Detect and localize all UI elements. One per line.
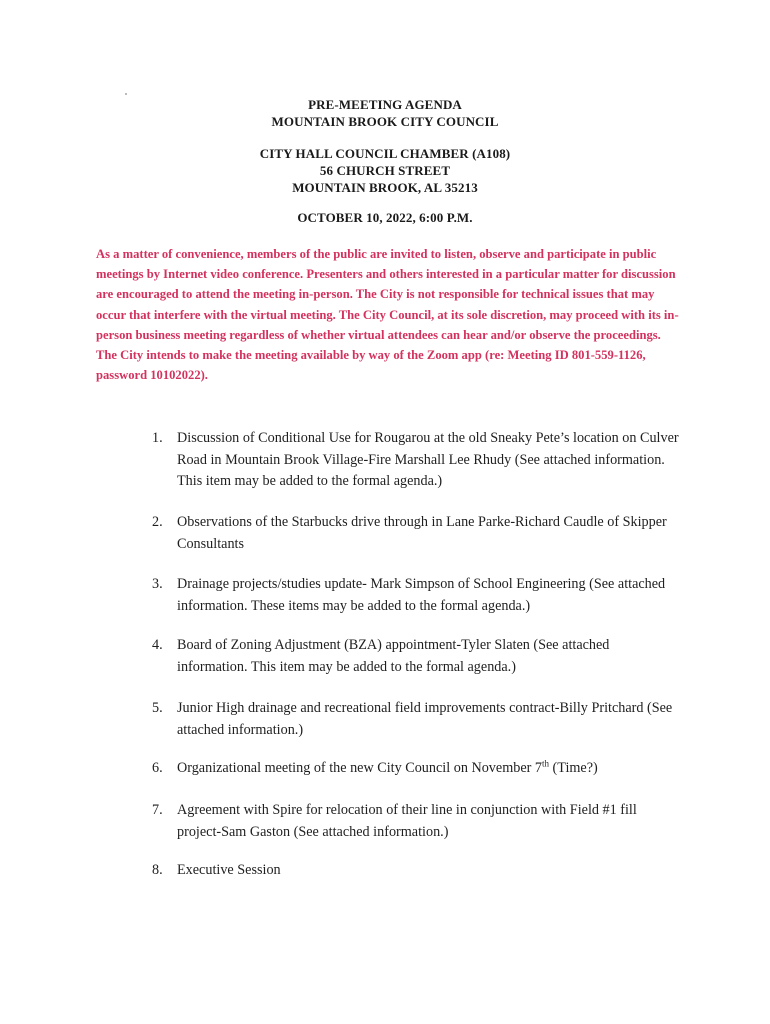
agenda-list: [152, 428, 682, 878]
agenda-item: [152, 574, 682, 617]
agenda-item-text: Executive Session: [177, 862, 281, 878]
agenda-item-text-main: Organizational meeting of the new City Council on November 7: [177, 760, 542, 776]
location-city: MOUNTAIN BROOK, AL 35213: [292, 180, 478, 195]
agenda-item-text: [177, 760, 598, 776]
agenda-item-number: 2.: [152, 514, 163, 530]
agenda-item-text: Discussion of Conditional Use for Rougarou at the old Sneaky Pete’s location on Culver Road in Mountain Brook Village-Fire Marshall Lee Rhudy (See attached information. This item may be added to the formal agenda.): [177, 430, 679, 489]
meeting-date: [0, 209, 770, 226]
agenda-item: [152, 800, 682, 843]
agenda-item-text: Agreement with Spire for relocation of their line in conjunction with Field #1 fill project-Sam Gaston (See attached information.): [177, 802, 637, 840]
virtual-meeting-notice: As a matter of convenience, members of the public are invited to listen, observe and participate in public meetings by Internet video conference. Presenters and others interested in a particular matter for discussion are encouraged to attend the meeting in-person. The City is not responsible for technical issues that may occur that interfere with the virtual meeting. The City Council, at its sole discretion, may proceed with its in-person business meeting regardless of whether virtual attendees can hear and/or observe the proceedings. The City intends to make the meeting available by way of the Zoom app (re: Meeting ID 801-559-1126, password 10102022).: [96, 247, 679, 383]
location-room: CITY HALL COUNCIL CHAMBER (A108): [259, 146, 511, 161]
agenda-item: [152, 512, 682, 555]
agenda-item-number: 8.: [152, 862, 163, 878]
agenda-item-number: 6.: [152, 760, 163, 776]
scan-speck: [125, 93, 127, 95]
agenda-item: [152, 698, 682, 741]
location-street: 56 CHURCH STREET: [319, 163, 451, 178]
agenda-item-text: Junior High drainage and recreational field improvements contract-Billy Pritchard (See attached information.): [177, 700, 673, 738]
agenda-title: PRE-MEETING AGENDA: [308, 97, 462, 112]
agenda-item-text: Observations of the Starbucks drive through in Lane Parke-Richard Caudle of Skipper Consultants: [177, 514, 667, 552]
council-name: MOUNTAIN BROOK CITY COUNCIL: [271, 114, 499, 129]
agenda-item: [152, 635, 682, 678]
agenda-item-text-tail: (Time?): [549, 760, 598, 776]
agenda-item-number: 5.: [152, 700, 163, 716]
ordinal-suffix: th: [541, 758, 549, 769]
agenda-item: [152, 758, 682, 780]
meeting-date-text: OCTOBER 10, 2022, 6:00 P.M.: [297, 210, 473, 225]
agenda-item-text: Board of Zoning Adjustment (BZA) appointment-Tyler Slaten (See attached information. This item may be added to the formal agenda.): [177, 637, 610, 675]
agenda-item-number: 4.: [152, 637, 163, 653]
agenda-title-block: [0, 96, 770, 130]
agenda-item-number: 7.: [152, 802, 163, 818]
agenda-item: [152, 428, 682, 493]
agenda-item-text: Drainage projects/studies update- Mark Simpson of School Engineering (See attached information. These items may be added to the formal agenda.): [177, 576, 666, 614]
location-block: [0, 145, 770, 196]
agenda-item-number: 3.: [152, 576, 163, 592]
agenda-item: [152, 860, 682, 882]
agenda-item-number: 1.: [152, 430, 163, 446]
